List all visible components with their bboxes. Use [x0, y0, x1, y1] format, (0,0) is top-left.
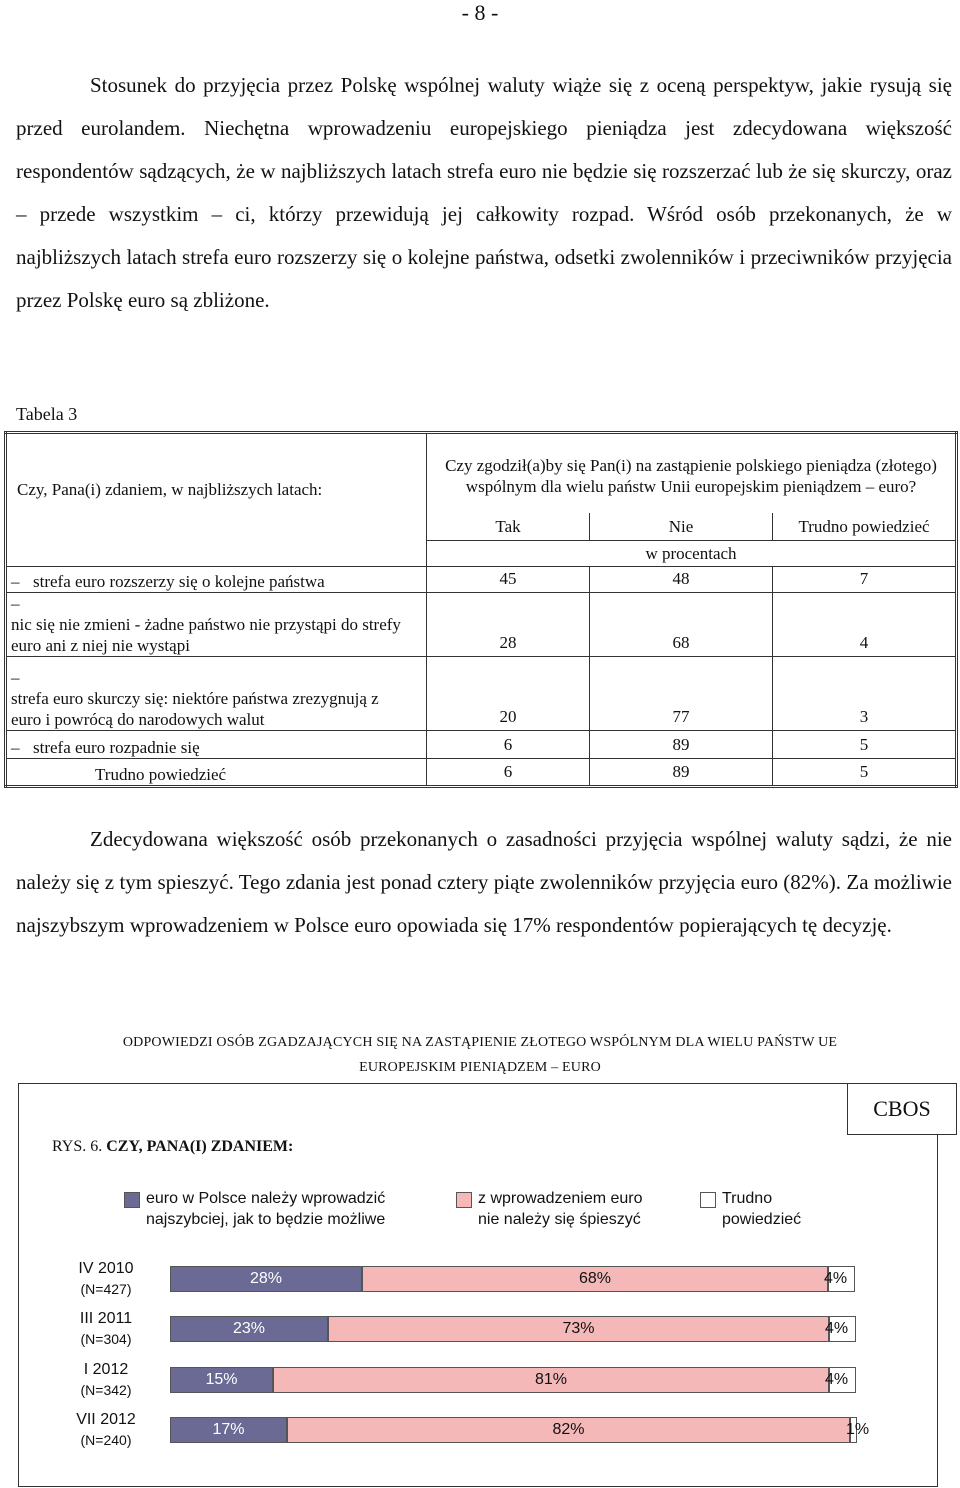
bar-value-label: 81% — [534, 1371, 568, 1388]
cell-value: 7 — [773, 567, 957, 593]
table-row — [6, 657, 957, 731]
row-dash: – — [11, 738, 20, 757]
bar-value-label: 17% — [212, 1421, 245, 1438]
row-label: strefa euro rozszerzy się o kolejne państwa — [33, 572, 325, 591]
category-period: I 2012 — [83, 1361, 129, 1378]
cell-value: 89 — [590, 759, 773, 787]
legend-swatch — [124, 1192, 140, 1208]
category-sample-size: (N=427) — [80, 1281, 132, 1297]
cell-value: 5 — [773, 731, 957, 759]
cell-value: 45 — [427, 567, 590, 593]
figure-number: RYS. 6. — [52, 1138, 103, 1155]
paragraph-text: Stosunek do przyjęcia przez Polskę wspólnej waluty wiąże się z oceną perspektyw, jakie rysują się przed eurolandem. Niechętna wprowadzeniu europejskiego pieniądza jest zdecydowana większość respondentów sądzących, że w najbliższych latach strefa euro nie będzie się rozszerzać lub że się skurczy, oraz – przede wszystkim – ci, którzy przewidują jej całkowity rozpad. — [16, 73, 952, 226]
paragraph-perspectives — [16, 64, 952, 322]
table-row-header: Czy, Pana(i) zdaniem, w najbliższych latach: — [17, 479, 323, 499]
cell-value: 48 — [590, 567, 773, 593]
cell-value: 4 — [773, 593, 957, 657]
cell-value: 5 — [773, 759, 957, 787]
cell-value: 28 — [427, 593, 590, 657]
page-number: - 8 - — [461, 0, 499, 25]
row-dash: – — [11, 668, 20, 687]
cell-value: 6 — [427, 759, 590, 787]
cbos-logo: CBOS — [847, 1083, 957, 1135]
legend-swatch — [456, 1192, 472, 1208]
legend-label: z wprowadzeniem euro nie należy się śpieszyć — [478, 1190, 643, 1228]
category-sample-size: (N=304) — [80, 1331, 132, 1347]
category-period: IV 2010 — [78, 1260, 134, 1277]
cell-value: 68 — [590, 593, 773, 657]
figure-title-line: EUROPEJSKIM PIENIĄDZEM – EURO — [359, 1060, 601, 1075]
table-3 — [4, 431, 958, 788]
legend-label: euro w Polsce należy wprowadzić najszybciej, jak to będzie możliwe — [146, 1190, 386, 1228]
bar-value-label: 4% — [824, 1270, 848, 1287]
table-row — [6, 759, 957, 787]
table-row — [6, 567, 957, 593]
row-dash: – — [11, 572, 20, 591]
bar-category-label — [60, 1359, 152, 1401]
table-row — [6, 731, 957, 759]
row-label: nic się nie zmieni - żadne państwo nie przystąpi do strefy euro ani z niej nie wystąpi — [11, 615, 401, 655]
table-col-header: Trudno powiedzieć — [773, 513, 957, 541]
category-period: III 2011 — [79, 1310, 133, 1327]
category-sample-size: (N=240) — [80, 1432, 132, 1448]
cell-value: 89 — [590, 731, 773, 759]
table-unit: w procentach — [427, 541, 957, 567]
bar-value-label: 23% — [232, 1320, 266, 1337]
figure-title — [0, 1030, 960, 1080]
paragraph-supporters — [16, 818, 952, 947]
category-period: VII 2012 — [76, 1411, 136, 1428]
cell-value: 20 — [427, 657, 590, 731]
bar-value-label: 4% — [825, 1320, 849, 1337]
row-label: Trudno powiedzieć — [95, 765, 227, 784]
figure-title-line: ODPOWIEDZI OSÓB ZGADZAJĄCYCH SIĘ NA ZASTĄPIENIE ZŁOTEGO WSPÓLNYM DLA WIELU PAŃSTW UE — [122, 1035, 838, 1050]
bar-category-label — [60, 1308, 152, 1350]
paragraph-text: Wśród osób przekonanych, że w najbliższych latach strefa euro rozszerzy się o kolejne państwa, odsetki zwolenników i przeciwników przyjęcia przez Polskę euro są zbliżone. — [16, 202, 952, 312]
paragraph-text: Za możliwie najszybszym wprowadzeniem w Polsce euro opowiada się 17% respondentów popierających tę decyzję. — [16, 870, 952, 937]
bar-value-label: 28% — [249, 1270, 283, 1287]
table-row — [6, 593, 957, 657]
cell-value: 3 — [773, 657, 957, 731]
row-dash: – — [11, 594, 20, 613]
bar-category-label — [60, 1258, 152, 1300]
figure-question: CZY, PANA(I) ZDANIEM: — [106, 1138, 294, 1155]
table-col-header: Tak — [427, 513, 590, 541]
cell-value: 6 — [427, 731, 590, 759]
row-label: strefa euro rozpadnie się — [33, 738, 200, 757]
bar-value-label: 73% — [562, 1320, 595, 1337]
paragraph-text: Zdecydowana większość osób przekonanych o zasadności przyjęcia wspólnej waluty sądzi, że nie należy się z tym spieszyć. Tego zdania jest ponad cztery piąte zwolenników przyjęcia euro (82%). — [16, 827, 952, 894]
figure-caption — [52, 1138, 293, 1156]
legend-label: Trudno powiedzieć — [722, 1190, 802, 1228]
table-label: Tabela 3 — [16, 404, 78, 424]
legend-swatch — [700, 1192, 716, 1208]
bar-value-label: 1% — [846, 1421, 870, 1438]
row-label: strefa euro skurczy się: niektóre państwa zrezygnują z euro i powrócą do narodowych walut — [11, 689, 379, 729]
bar-value-label: 15% — [205, 1371, 238, 1388]
bar-category-label — [60, 1409, 152, 1451]
bar-value-label: 4% — [825, 1371, 849, 1388]
bar-value-label: 82% — [552, 1421, 585, 1438]
table-question-header: Czy zgodził(a)by się Pan(i) na zastąpienie polskiego pieniądza (złotego) wspólnym dla wielu państw Unii europejskim pieniądzem – euro? — [427, 433, 957, 513]
category-sample-size: (N=342) — [80, 1382, 132, 1398]
cell-value: 77 — [590, 657, 773, 731]
table-col-header: Nie — [590, 513, 773, 541]
bar-value-label: 68% — [578, 1270, 612, 1287]
